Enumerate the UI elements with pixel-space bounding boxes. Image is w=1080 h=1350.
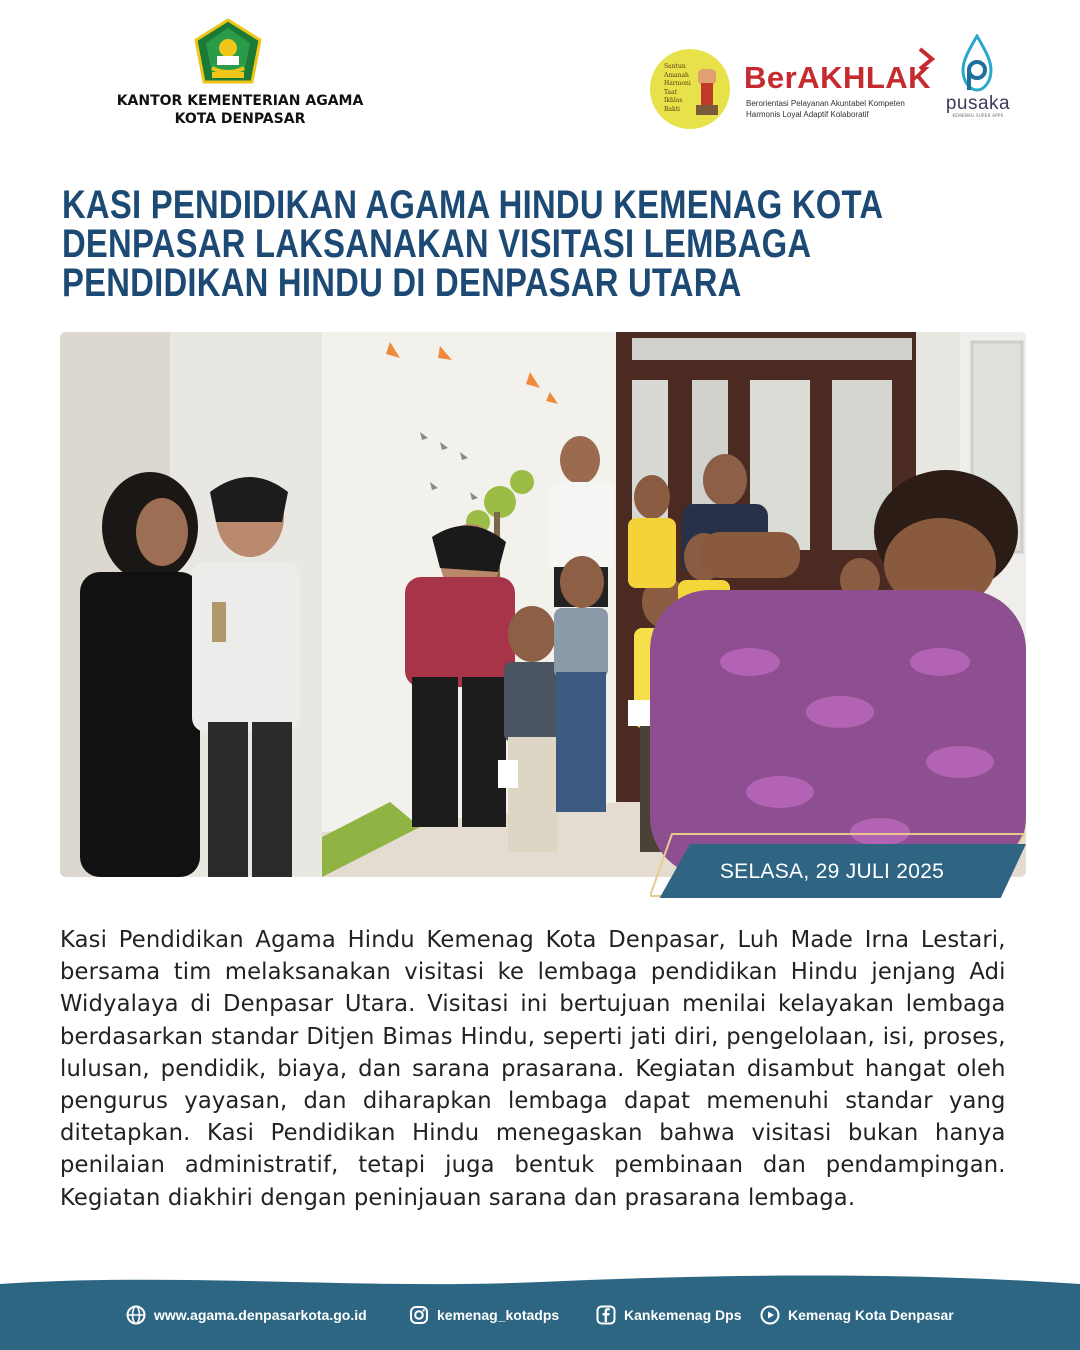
berakhlak-tagline-1: Berorientasi Pelayanan Akuntabel Kompeten	[746, 99, 905, 108]
youtube-link[interactable]	[760, 1302, 954, 1328]
instagram-icon	[409, 1305, 429, 1325]
raised-fist-icon	[692, 65, 722, 117]
sakti-line: Harmoni	[664, 80, 691, 88]
website-text: www.agama.denpasarkota.go.id	[154, 1307, 367, 1323]
post-date: SELASA, 29 JULI 2025	[719, 860, 945, 883]
facebook-text: Kankemenag Dps	[624, 1307, 742, 1323]
berakhlak-tagline	[746, 98, 905, 120]
organization-name	[100, 92, 380, 128]
footer-contacts	[0, 1302, 1080, 1330]
pusaka-tagline: KEMENAG SUPER APPS	[952, 113, 1004, 118]
youtube-icon	[760, 1305, 780, 1325]
globe-icon	[126, 1305, 146, 1325]
sakti-values-list	[664, 63, 691, 115]
sakti-line: Taat	[664, 88, 678, 96]
sakti-line: Bakti	[664, 105, 680, 113]
chevron-right-icon	[916, 46, 938, 72]
sakti-line: Amanah	[664, 71, 689, 79]
org-name-line2: KOTA DENPASAR	[174, 111, 306, 127]
instagram-link[interactable]	[409, 1302, 559, 1328]
berakhlak-title: BerAKHLAK	[744, 60, 932, 95]
kemenag-emblem-icon	[190, 18, 266, 88]
headline-line1: KASI PENDIDIKAN AGAMA HINDU KEMENAG KOTA	[62, 183, 884, 227]
berakhlak-tagline-2: Harmonis Loyal Adaptif Kolaboratif	[746, 110, 869, 119]
headline-line3: PENDIDIKAN HINDU DI DENPASAR UTARA	[62, 261, 742, 305]
sakti-badge-logo	[650, 49, 730, 129]
event-photo	[60, 332, 1026, 877]
website-link[interactable]	[126, 1302, 367, 1328]
event-photo-illustration	[60, 332, 1026, 877]
facebook-link[interactable]	[596, 1302, 741, 1328]
sakti-line: Ikhlas	[664, 97, 683, 105]
pusaka-logo	[942, 34, 1014, 120]
article-body: Kasi Pendidikan Agama Hindu Kemenag Kota Denpasar, Luh Made Irna Lestari, bersama tim melaksanakan visitasi ke lembaga pendidikan Hindu jenjang Adi Widyalaya di Denpasar Utara. Visitasi ini bertujuan menilai kelayakan lembaga berdasarkan standar Ditjen Bimas Hindu, seperti jati diri, pengelolaan, isi, proses, lulusan, pendidik, biaya, dan sarana prasarana. Kegiatan disambut hangat oleh pengurus yayasan, dan diharapkan lembaga dapat memenuhi standar yang ditetapkan. Kasi Pendidikan Hindu menegaskan bahwa visitasi bukan hanya penilaian administratif, tetapi juga bentuk pembinaan dan pendampingan. Kegiatan diakhiri dengan peninjauan sarana dan prasarana lembaga.	[60, 927, 1006, 1211]
facebook-icon	[596, 1305, 616, 1325]
org-name-line1: KANTOR KEMENTERIAN AGAMA	[116, 93, 364, 109]
headline-line2: DENPASAR LAKSANAKAN VISITASI LEMBAGA	[62, 222, 812, 266]
youtube-text: Kemenag Kota Denpasar	[788, 1307, 954, 1323]
pusaka-wordmark: pusaka	[945, 93, 1011, 114]
berakhlak-logo	[744, 58, 944, 122]
headline	[62, 183, 884, 305]
sakti-line: Santun	[664, 63, 686, 70]
instagram-text: kemenag_kotadps	[437, 1307, 560, 1323]
pusaka-drop-icon	[959, 34, 995, 94]
